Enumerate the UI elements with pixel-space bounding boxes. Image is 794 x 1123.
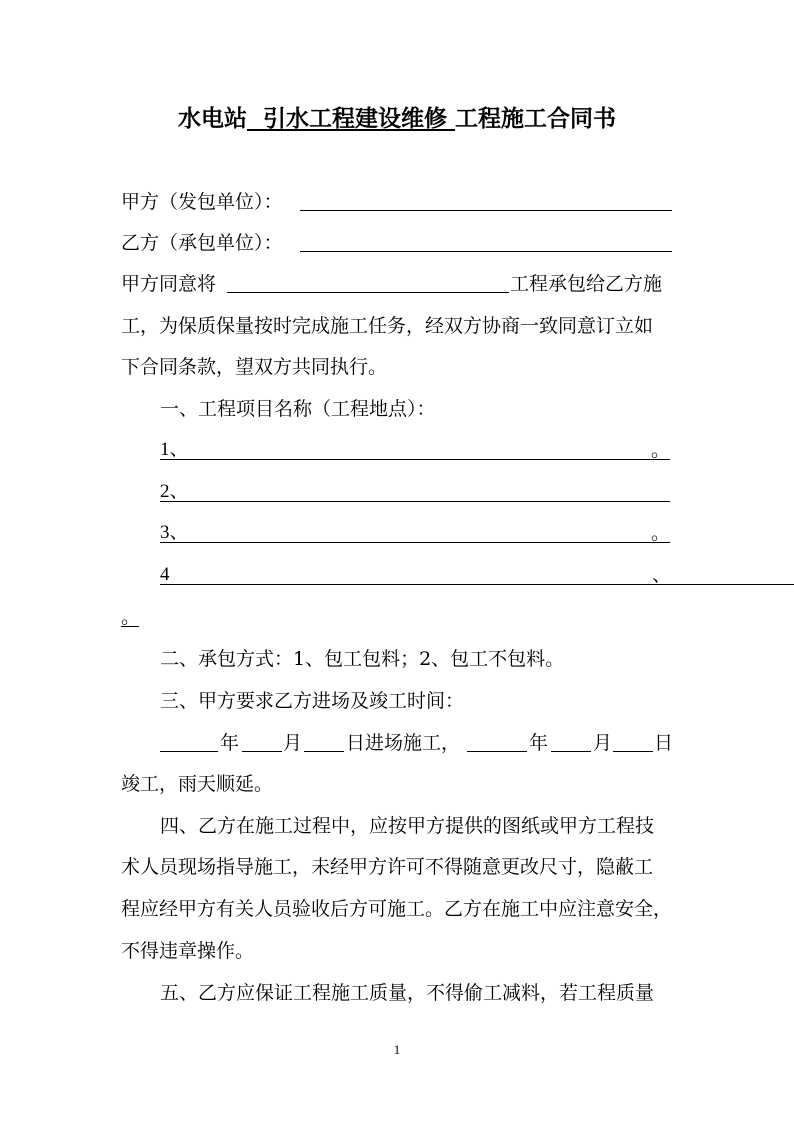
party-a-blank[interactable] (300, 210, 672, 211)
item-2-number: 2、 (160, 481, 189, 502)
section4-line3: 程应经甲方有关人员验收后方可施工。乙方在施工中应注意安全， (121, 898, 673, 920)
item-4-trailing-blank (121, 626, 139, 627)
intro-line1-a: 甲方同意将 (121, 273, 217, 295)
intro-line1-b: 工程承包给乙方施 (510, 273, 663, 295)
enter-month-blank[interactable] (242, 751, 282, 752)
item-4-number: 4 (160, 564, 170, 585)
item-4-blank[interactable] (160, 584, 794, 585)
section2-contract-method: 二、承包方式：1、包工包料；2、包工不包料。 (160, 648, 565, 670)
finish-month-blank[interactable] (551, 751, 591, 752)
year-label-2: 年 (529, 732, 549, 754)
finish-day-blank[interactable] (613, 751, 653, 752)
section3-heading: 三、甲方要求乙方进场及竣工时间： (160, 690, 465, 712)
title-part1: 水电站 (177, 105, 247, 132)
month-label-1: 月 (283, 732, 303, 754)
intro-line3: 下合同条款，望双方共同执行。 (121, 356, 388, 378)
item-2-blank[interactable] (160, 501, 670, 502)
item-1-end: 。 (651, 439, 671, 461)
section4-line2: 术人员现场指导施工，未经甲方许可不得随意更改尺寸，隐蔽工 (121, 856, 654, 878)
item-1-blank[interactable] (160, 459, 670, 460)
day-label-2: 日 (654, 732, 674, 754)
month-label-2: 月 (593, 732, 613, 754)
enter-year-blank[interactable] (160, 751, 218, 752)
year-label-1: 年 (220, 732, 240, 754)
finish-year-blank[interactable] (467, 751, 527, 752)
party-a-label: 甲方（发包单位）： (121, 191, 283, 213)
item-4-end: 、 (652, 564, 672, 586)
item-3-blank[interactable] (160, 542, 670, 543)
section3-line2: 竣工，雨天顺延。 (121, 773, 274, 795)
section1-heading: 一、工程项目名称（工程地点）： (160, 398, 436, 420)
section4-line4: 不得违章操作。 (121, 940, 255, 962)
section5-line1: 五、乙方应保证工程施工质量，不得偷工减料，若工程质量 (160, 982, 655, 1004)
party-b-blank[interactable] (300, 251, 672, 252)
item-1-number: 1、 (160, 439, 189, 460)
project-name-blank[interactable] (227, 292, 509, 293)
title-project-name: 引水工程建设维修 (246, 105, 456, 132)
section4-line1: 四、乙方在施工过程中，应按甲方提供的图纸或甲方工程技 (160, 815, 655, 837)
page-number: 1 (393, 1042, 401, 1057)
item-4-trailing-mark: 。 (121, 606, 141, 628)
enter-day-blank[interactable] (304, 751, 344, 752)
title-part3: 工程施工合同书 (455, 105, 617, 132)
party-b-label: 乙方（承包单位）： (121, 232, 283, 254)
day-enter-label: 日进场施工， (346, 732, 461, 754)
item-3-number: 3、 (160, 522, 189, 543)
document-title (0, 104, 794, 134)
item-3-end: 。 (651, 522, 671, 544)
intro-line2: 工，为保质保量按时完成施工任务，经双方协商一致同意订立如 (121, 315, 654, 337)
